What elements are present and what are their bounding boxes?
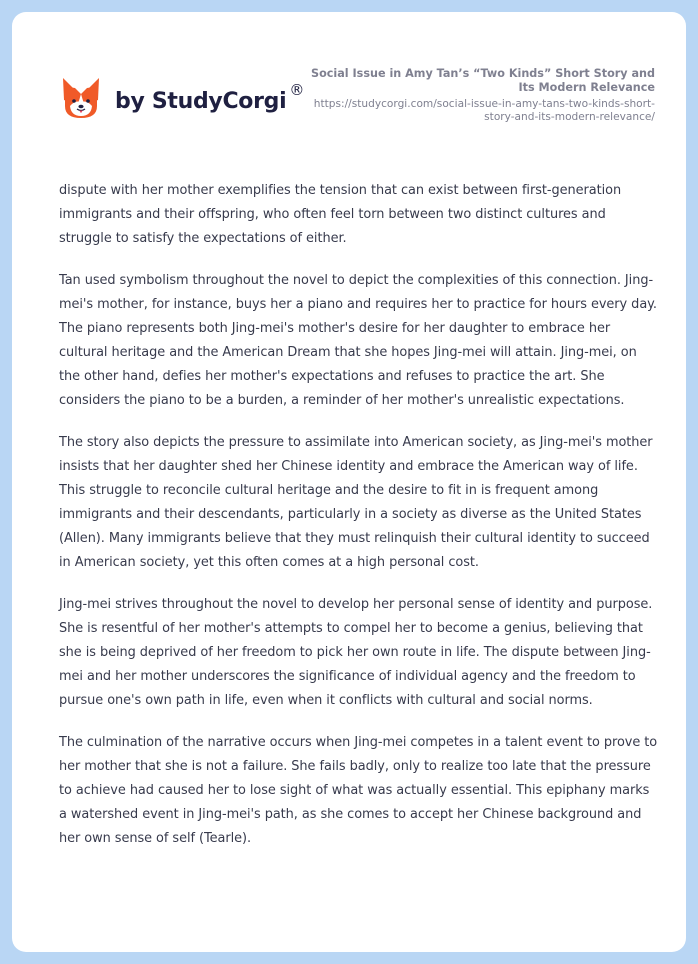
paragraph: Jing-mei strives throughout the novel to develop her personal sense of identity and purpose. She is resentful of her mother's attempts to compel her to become a genius, believing that she is being deprived of her freedom to pick her own route in life. The dispute between Jing-mei and her mother underscores the significance of individual agency and the freedom to pursue one's own path in life, even when it conflicts with cultural and social norms.	[59, 597, 653, 708]
article-body	[59, 179, 659, 869]
document-meta	[295, 67, 655, 124]
document-url[interactable]: https://studycorgi.com/social-issue-in-amy-tans-two-kinds-short-story-and-its-modern-relevance/	[313, 98, 655, 123]
studycorgi-logo[interactable]	[61, 76, 305, 120]
registered-mark: ®	[289, 80, 305, 99]
document-card	[12, 12, 686, 952]
paragraph: Tan used symbolism throughout the novel to depict the complexities of this connection. Jing-mei's mother, for instance, buys her a piano and requires her to practice for hours every day. The piano represents both Jing-mei's mother's desire for her daughter to embrace her cultural heritage and the American Dream that she hopes Jing-mei will attain. Jing-mei, on the other hand, defies her mother's expectations and refuses to practice the art. She considers the piano to be a burden, a reminder of her mother's unrealistic expectations.	[59, 273, 657, 408]
corgi-icon	[61, 76, 101, 120]
paragraph: The story also depicts the pressure to assimilate into American society, as Jing-mei's mother insists that her daughter shed her Chinese identity and embrace the American way of life. This struggle to reconcile cultural heritage and the desire to fit in is frequent among immigrants and their descendants, particularly in a society as diverse as the United States (Allen). Many immigrants believe that they must relinquish their cultural identity to succeed in American society, yet this often comes at a high personal cost.	[59, 435, 653, 570]
brand-name	[115, 80, 305, 114]
paragraph: The culmination of the narrative occurs when Jing-mei competes in a talent event to prove to her mother that she is not a failure. She fails badly, only to realize too late that the pressure to achieve had caused her to lose sight of what was actually essential. This epiphany marks a watershed event in Jing-mei's path, as she comes to accept her Chinese background and her own sense of self (Tearle).	[59, 735, 658, 846]
paragraph: dispute with her mother exemplifies the tension that can exist between first-generation immigrants and their offspring, who often feel torn between two distinct cultures and struggle to satisfy the expectations of either.	[59, 183, 622, 246]
document-title: Social Issue in Amy Tan’s “Two Kinds” Short Story and Its Modern Relevance	[311, 67, 655, 94]
page-header	[12, 12, 686, 152]
brand-text: by StudyCorgi	[115, 88, 287, 114]
